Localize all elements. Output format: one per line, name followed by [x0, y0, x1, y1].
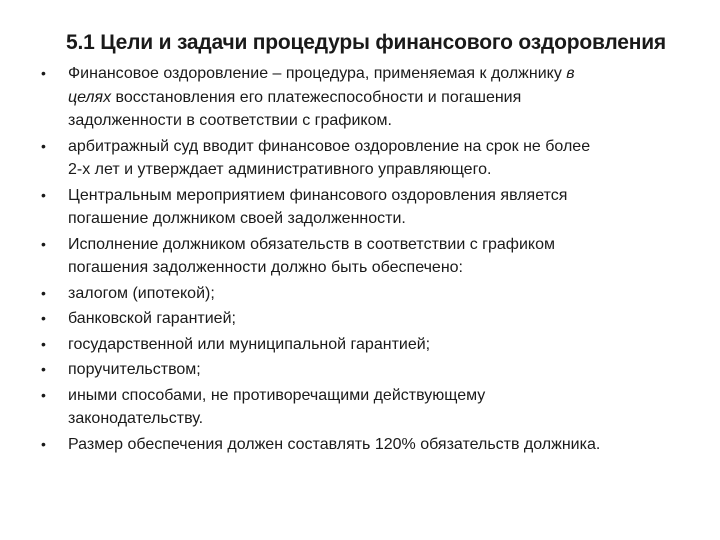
- item-text: залогом (ипотекой);: [68, 284, 215, 302]
- item-text-italic: в: [566, 65, 575, 82]
- item-text: иными способами, не противоречащими действующему: [68, 386, 486, 404]
- item-text: погашения задолженности должно быть обеспечено:: [68, 259, 463, 276]
- bullet-icon: •: [41, 235, 46, 252]
- list-item: [0, 135, 720, 182]
- bullet-icon: •: [41, 435, 46, 452]
- bullet-icon: •: [41, 137, 46, 154]
- bullet-list: [0, 60, 720, 456]
- list-item: [0, 333, 720, 357]
- item-text: 2-х лет и утверждает административного управляющего.: [68, 161, 492, 178]
- item-text: банковской гарантией;: [68, 310, 236, 327]
- bullet-icon: •: [41, 186, 46, 203]
- item-text: Исполнение должником обязательств в соответствии с графиком: [68, 235, 555, 253]
- bullet-icon: •: [41, 284, 46, 301]
- item-text-italic: целях: [68, 88, 112, 106]
- item-text: Размер обеспечения должен составлять 120% обязательств должника.: [68, 435, 601, 453]
- slide-title: [0, 31, 720, 55]
- item-text: поручительством;: [68, 361, 201, 378]
- list-item: [0, 307, 720, 331]
- list-item: [0, 233, 720, 280]
- bullet-icon: •: [41, 310, 46, 326]
- bullet-icon: •: [41, 361, 46, 377]
- item-text: Центральным мероприятием финансового оздоровления является: [68, 186, 568, 204]
- bullet-icon: •: [41, 386, 46, 403]
- list-item: [0, 358, 720, 382]
- bullet-icon: •: [41, 65, 46, 81]
- item-text: Финансовое оздоровление – процедура, применяемая к должнику: [68, 65, 567, 82]
- item-text: законодательству.: [68, 410, 204, 427]
- item-line: [68, 86, 690, 110]
- item-text: государственной или муниципальной гарантией;: [68, 335, 431, 353]
- item-line: [68, 62, 690, 86]
- item-text: задолженности в соответствии с графиком.: [68, 112, 392, 129]
- list-item: [0, 282, 720, 306]
- item-text: восстановления его платежеспособности и погашения: [111, 88, 522, 106]
- list-item: [0, 184, 720, 231]
- list-item: [0, 384, 720, 431]
- list-item: [0, 433, 720, 457]
- list-item: [0, 62, 720, 133]
- item-text: арбитражный суд вводит финансовое оздоровление на срок не более: [68, 137, 591, 155]
- bullet-icon: •: [41, 335, 46, 352]
- item-text: погашение должником своей задолженности.: [68, 210, 406, 227]
- slide-title-text: 5.1 Цели и задачи процедуры финансового оздоровления: [66, 31, 666, 54]
